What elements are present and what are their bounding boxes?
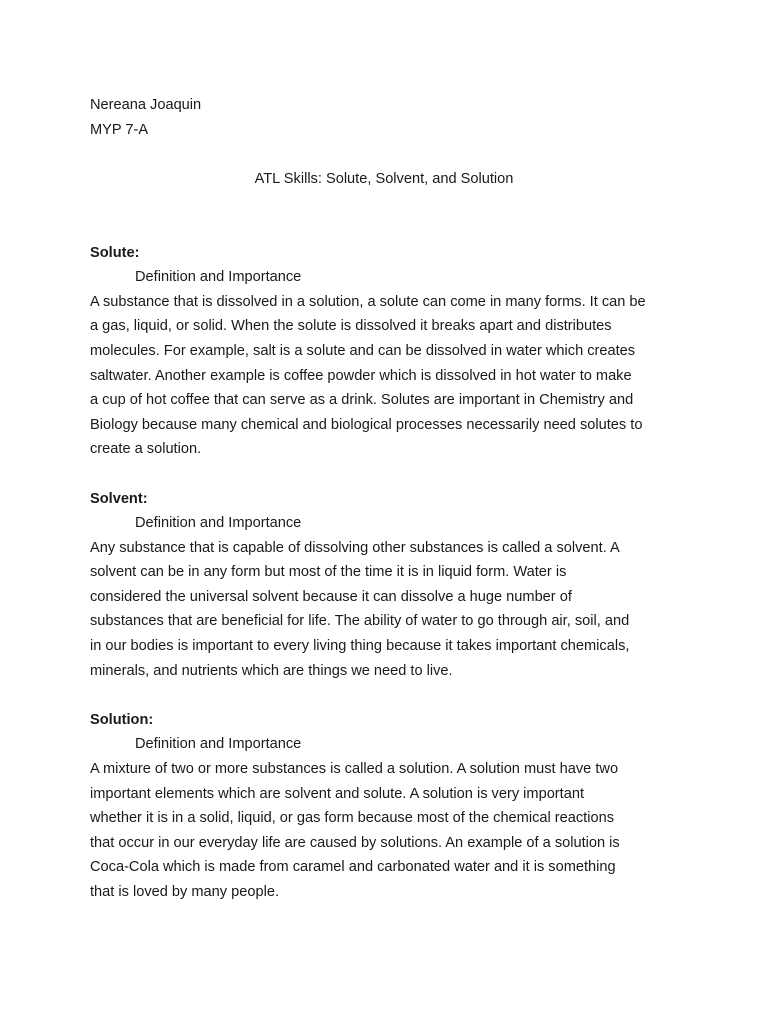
paragraph-line: considered the universal solvent because it can dissolve a huge number of — [90, 588, 572, 605]
spacer — [90, 462, 690, 487]
section-paragraph — [90, 536, 690, 684]
paragraph-line: saltwater. Another example is coffee powder which is dissolved in hot water to make — [90, 367, 632, 384]
document-title: ATL Skills: Solute, Solvent, and Solution — [254, 170, 514, 187]
section-heading: Solvent: — [90, 490, 148, 507]
paragraph-line: a gas, liquid, or solid. When the solute is dissolved it breaks apart and distributes — [90, 318, 612, 335]
paragraph-line: whether it is in a solid, liquid, or gas form because most of the chemical reactions — [90, 810, 614, 827]
section-heading: Solute: — [90, 244, 140, 261]
paragraph-line: create a solution. — [90, 441, 202, 458]
paragraph-line: in our bodies is important to every living thing because it takes important chemicals, — [90, 638, 630, 655]
spacer — [90, 191, 690, 216]
paragraph-line: solvent can be in any form but most of the time it is in liquid form. Water is — [90, 564, 567, 581]
paragraph-line: important elements which are solvent and solute. A solution is very important — [90, 785, 585, 802]
section-paragraph — [90, 290, 690, 462]
paragraph-line: that occur in our everyday life are caused by solutions. An example of a solution is — [90, 834, 620, 851]
spacer — [90, 216, 690, 241]
paragraph-line: Any substance that is capable of dissolving other substances is called a solvent. A — [90, 539, 620, 556]
spacer — [90, 683, 690, 708]
section-solvent — [90, 487, 690, 684]
paragraph-line: A substance that is dissolved in a solution, a solute can come in many forms. It can be — [90, 293, 646, 310]
section-subheading: Definition and Importance — [135, 736, 302, 753]
paragraph-line: minerals, and nutrients which are things we need to live. — [90, 662, 453, 679]
paragraph-line: molecules. For example, salt is a solute and can be dissolved in water which creates — [90, 342, 636, 359]
paragraph-line: A mixture of two or more substances is called a solution. A solution must have two — [90, 761, 619, 778]
section-paragraph — [90, 757, 690, 905]
section-solution — [90, 708, 690, 905]
document-body — [90, 93, 690, 905]
paragraph-line: Coca-Cola which is made from caramel and carbonated water and it is something — [90, 859, 616, 876]
author-name: Nereana Joaquin — [90, 97, 202, 113]
class-label: MYP 7-A — [90, 121, 149, 138]
paragraph-line: substances that are beneficial for life. The ability of water to go through air, soil, and — [90, 613, 630, 630]
spacer — [90, 142, 690, 167]
section-subheading: Definition and Importance — [135, 515, 302, 532]
paragraph-line: Biology because many chemical and biological processes necessarily need solutes to — [90, 416, 643, 433]
section-solute — [90, 241, 690, 462]
paragraph-line: that is loved by many people. — [90, 884, 280, 900]
section-heading: Solution: — [90, 711, 154, 728]
section-subheading: Definition and Importance — [135, 269, 302, 286]
paragraph-line: a cup of hot coffee that can serve as a drink. Solutes are important in Chemistry and — [90, 392, 634, 409]
